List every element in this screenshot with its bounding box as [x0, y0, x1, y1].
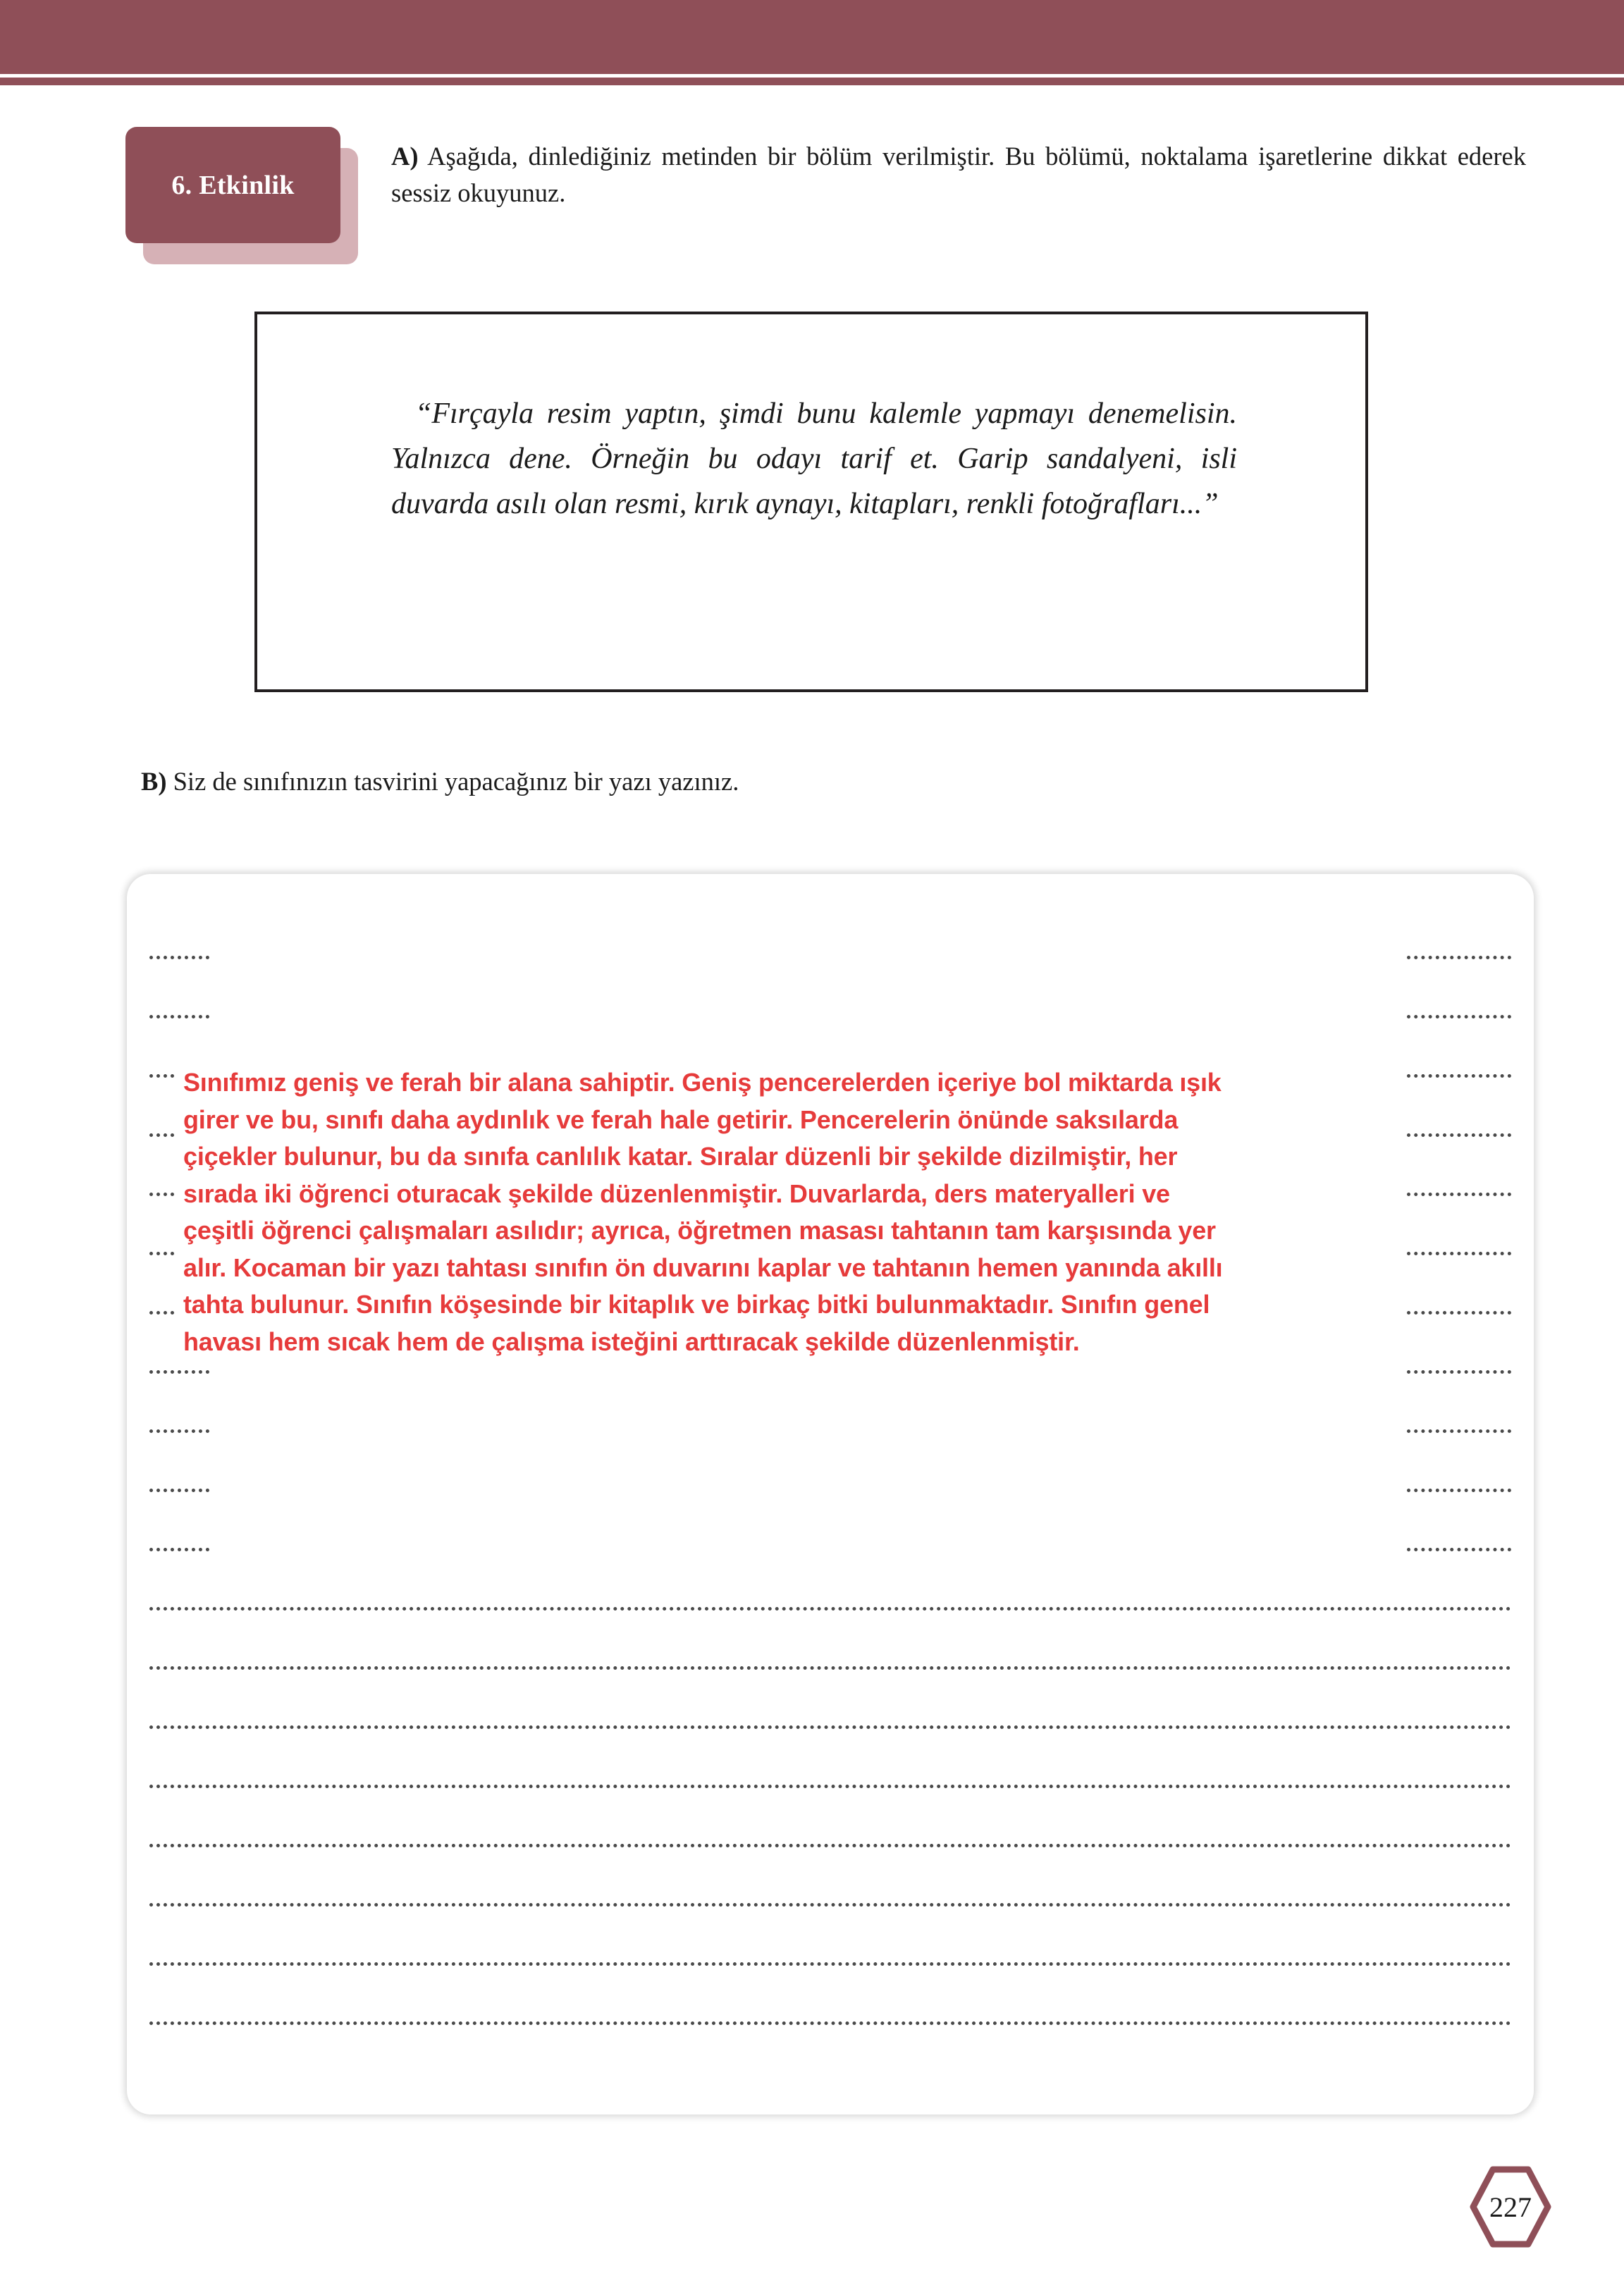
writing-line	[149, 1844, 1511, 1847]
writing-line-stub-right	[1407, 1489, 1511, 1492]
writing-line-stub-right	[1407, 1074, 1511, 1078]
writing-line-stub-left	[149, 1370, 209, 1374]
writing-line-stub-left	[149, 1015, 209, 1018]
part-a-marker: A)	[391, 142, 419, 171]
writing-line-stub-right	[1407, 956, 1511, 959]
writing-line-stub-right	[1407, 1193, 1511, 1196]
part-a-instruction	[391, 138, 1526, 211]
writing-line-stub-left	[149, 1489, 209, 1492]
student-answer-text[interactable]: Sınıfımız geniş ve ferah bir alana sahiptir. Geniş pencerelerden içeriye bol miktarda ışık girer ve bu, sınıfı daha aydınlık ve ferah hale getirir. Pencerelerin önünde saksılarda çiçekler bulunur, bu da sınıfa canlılık katar. Sıralar düzenli bir şekilde dizilmiştir, her sırada iki öğrenci oturacak şekilde düzenlenmiştir. Duvarlarda, ders materyalleri ve çeşitli öğrenci çalışmaları asılıdır; ayrıca, öğretmen masası tahtanın tam karşısında yer alır. Kocaman bir yazı tahtası sınıfın ön duvarını kaplar ve tahtanın hemen yanında akıllı tahta bulunur. Sınıfın köşesinde bir kitaplık ve birkaç bitki bulunmaktadır. Sınıfın genel havası hem sıcak hem de çalışma isteğini arttıracak şekilde düzenlenmiştir.	[178, 1060, 1235, 1367]
quote-box	[254, 312, 1368, 692]
writing-line	[149, 2021, 1511, 2025]
part-a-instruction-text: Aşağıda, dinlediğiniz metinden bir bölüm verilmiştir. Bu bölümü, noktalama işaretlerine dikkat ederek sessiz okuyunuz.	[391, 142, 1526, 207]
page-number-badge	[1468, 2164, 1554, 2250]
quote-text: “Fırçayla resim yaptın, şimdi bunu kalemle yapmayı denemelisin. Yalnızca dene. Örneğin bu odayı tarif et. Garip sandalyeni, isli duvarda asılı olan resmi, kırık aynayı, kitapları, renkli fotoğrafları...”	[391, 398, 1237, 520]
writing-line-stub-right	[1407, 1015, 1511, 1018]
writing-line-stub-right	[1407, 1133, 1511, 1137]
writing-line-stub-left	[149, 1429, 209, 1433]
part-b-instruction	[141, 763, 1480, 799]
writing-line	[149, 1903, 1511, 1907]
writing-line-stub-right	[1407, 1429, 1511, 1433]
writing-line-stub-right	[1407, 1252, 1511, 1255]
header-bar-thin	[0, 78, 1624, 85]
activity-badge	[125, 127, 358, 264]
writing-line-stub-right	[1407, 1548, 1511, 1551]
writing-line	[149, 1666, 1511, 1670]
writing-line-stub-left	[149, 956, 209, 959]
part-b-instruction-text: Siz de sınıfınızın tasvirini yapacağınız bir yazı yazınız.	[173, 767, 739, 796]
part-b-marker: B)	[141, 767, 167, 796]
writing-line-stub-right	[1407, 1311, 1511, 1315]
activity-badge-label: 6. Etkinlik	[171, 170, 295, 200]
writing-line-stub-left	[149, 1548, 209, 1551]
writing-line-stub-right	[1407, 1370, 1511, 1374]
writing-line	[149, 1785, 1511, 1788]
activity-badge-body	[125, 127, 340, 243]
page-number-label: 227	[1489, 2191, 1532, 2223]
header-bar-thick	[0, 0, 1624, 74]
writing-line	[149, 1962, 1511, 1966]
writing-line	[149, 1725, 1511, 1729]
writing-line	[149, 1607, 1511, 1611]
